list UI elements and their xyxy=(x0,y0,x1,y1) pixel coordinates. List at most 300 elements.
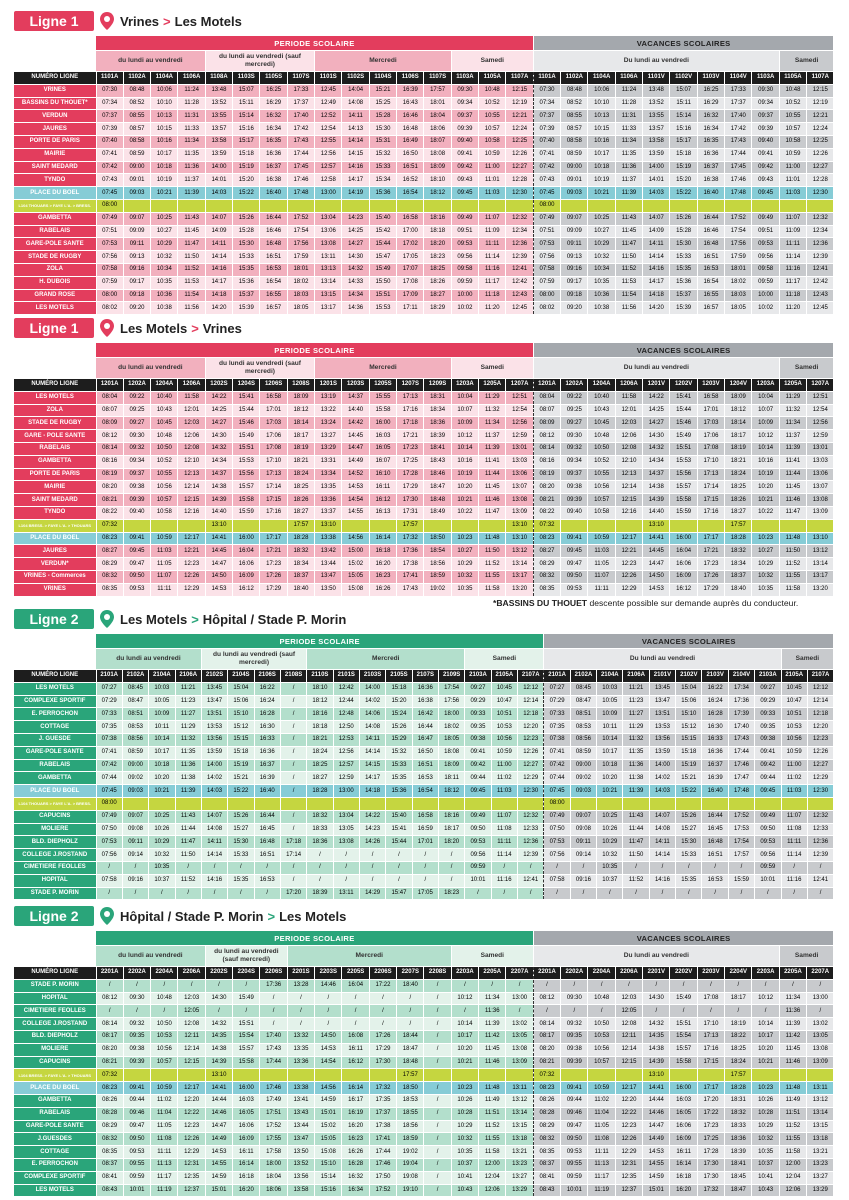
stop-row xyxy=(14,1133,834,1146)
departure-time: 15:51 xyxy=(233,442,260,455)
departure-time: 16:32 xyxy=(342,1171,369,1184)
period-header-row xyxy=(14,634,834,649)
departure-time: 15:01 xyxy=(315,1107,342,1120)
departure-time: / xyxy=(280,874,306,887)
departure-time: 10:56 xyxy=(151,1043,178,1056)
departure-time: 11:39 xyxy=(178,187,205,200)
departure-time: 13:57 xyxy=(643,123,670,136)
departure-time: 10:55 xyxy=(779,110,806,123)
departure-time: 08:59 xyxy=(561,148,588,161)
departure-time: 17:52 xyxy=(725,212,752,225)
departure-time: 13:00 xyxy=(333,785,359,798)
departure-time: 09:56 xyxy=(752,251,779,264)
departure-time: 17:09 xyxy=(397,289,424,302)
departure-time: 10:01 xyxy=(123,1184,150,1197)
departure-time: 15:57 xyxy=(233,481,260,494)
departure-time: 11:01 xyxy=(779,174,806,187)
departure-time: 09:34 xyxy=(561,455,588,468)
departure-time: 10:23 xyxy=(752,1082,779,1095)
departure-time: 12:15 xyxy=(506,84,533,97)
departure-time: 18:09 xyxy=(725,391,752,404)
departure-time: 10:35 xyxy=(597,861,623,874)
departure-time: 11:21 xyxy=(175,682,201,695)
departure-time: 10:18 xyxy=(597,759,623,772)
departure-time: 09:45 xyxy=(123,545,150,558)
departure-time: 16:48 xyxy=(397,123,424,136)
departure-time: 12:59 xyxy=(807,430,834,443)
departure-time: 14:17 xyxy=(359,772,385,785)
departure-time: 17:05 xyxy=(412,887,438,900)
departure-time: 11:42 xyxy=(479,1030,506,1043)
departure-time: 10:17 xyxy=(451,1030,478,1043)
stop-name: PLACE DU BOEL xyxy=(14,785,96,798)
departure-time: 15:35 xyxy=(670,263,697,276)
departure-time: 11:09 xyxy=(479,225,506,238)
trip-code: 1104A xyxy=(151,72,178,85)
departure-time: 12:10 xyxy=(615,455,642,468)
departure-time: 12:58 xyxy=(315,174,342,187)
line-badge: Ligne 2 xyxy=(14,609,94,629)
departure-time: 12:36 xyxy=(807,836,833,849)
departure-time: 08:26 xyxy=(96,1094,123,1107)
departure-time: 09:39 xyxy=(752,123,779,136)
departure-time: 17:57 xyxy=(424,84,451,97)
departure-time: 10:50 xyxy=(588,442,615,455)
departure-time: 17:42 xyxy=(725,123,752,136)
departure-time: 15:33 xyxy=(676,849,702,862)
departure-time: 08:27 xyxy=(533,545,560,558)
departure-time: 11:50 xyxy=(623,849,649,862)
departure-time xyxy=(807,797,833,810)
stop-row xyxy=(14,695,834,708)
departure-time: 10:18 xyxy=(149,759,175,772)
trip-code: 1101V xyxy=(643,72,670,85)
departure-time: 15:32 xyxy=(386,746,412,759)
departure-time: 16:37 xyxy=(254,759,280,772)
departure-time: 08:20 xyxy=(533,1043,560,1056)
departure-time: 12:22 xyxy=(178,1107,205,1120)
departure-time: 16:53 xyxy=(254,874,280,887)
departure-time: 09:27 xyxy=(561,417,588,430)
departure-time: 12:45 xyxy=(315,84,342,97)
departure-time: 11:16 xyxy=(491,874,517,887)
stop-row xyxy=(14,759,834,772)
departure-time: 14:16 xyxy=(643,263,670,276)
departure-time: 18:34 xyxy=(725,558,752,571)
departure-time: 18:34 xyxy=(287,558,314,571)
departure-time: 11:05 xyxy=(588,558,615,571)
departure-time: 16:11 xyxy=(369,481,396,494)
departure-time: 09:34 xyxy=(123,455,150,468)
departure-time: 10:05 xyxy=(149,695,175,708)
departure-time: 15:51 xyxy=(670,442,697,455)
departure-time: 17:25 xyxy=(697,1133,724,1146)
departure-time: 12:44 xyxy=(333,695,359,708)
departure-time: 16:11 xyxy=(670,1146,697,1159)
departure-time: 18:39 xyxy=(725,1146,752,1159)
departure-time: 10:21 xyxy=(597,785,623,798)
departure-time: 15:18 xyxy=(233,148,260,161)
departure-time xyxy=(670,1069,697,1082)
departure-time: 17:36 xyxy=(397,545,424,558)
stop-name: RABELAIS xyxy=(14,1107,96,1120)
departure-time: 11:28 xyxy=(178,97,205,110)
departure-time: 11:02 xyxy=(781,772,807,785)
departure-time: 13:11 xyxy=(506,1082,533,1095)
stop-row xyxy=(14,1171,834,1184)
departure-time: 08:19 xyxy=(533,468,560,481)
departure-time: 17:23 xyxy=(697,1120,724,1133)
departure-time xyxy=(697,1069,724,1082)
departure-time: 08:22 xyxy=(533,506,560,519)
stop-name: SAINT MEDARD xyxy=(14,494,96,507)
departure-time: 15:07 xyxy=(233,84,260,97)
departure-time: 13:03 xyxy=(506,455,533,468)
departure-time: 12:18 xyxy=(807,708,833,721)
departure-time: 08:57 xyxy=(561,123,588,136)
departure-time: 13:51 xyxy=(201,708,227,721)
departure-time: 17:48 xyxy=(725,187,752,200)
departure-time: 11:16 xyxy=(479,263,506,276)
departure-time: 07:56 xyxy=(544,849,570,862)
departure-time: 09:07 xyxy=(122,810,148,823)
departure-time: 14:39 xyxy=(643,1056,670,1069)
departure-time: 10:25 xyxy=(588,212,615,225)
departure-time: 10:45 xyxy=(151,417,178,430)
stop-name: H. DUBOIS xyxy=(14,276,96,289)
trip-code: 2101A xyxy=(96,670,122,683)
departure-time: 12:26 xyxy=(807,746,833,759)
departure-time xyxy=(123,1069,150,1082)
departure-time: 10:36 xyxy=(588,289,615,302)
departure-time: 10:40 xyxy=(588,391,615,404)
departure-time xyxy=(702,797,728,810)
departure-time: 16:50 xyxy=(397,148,424,161)
departure-time: 15:36 xyxy=(670,276,697,289)
departure-time: 08:27 xyxy=(96,545,123,558)
departure-time: 17:44 xyxy=(725,148,752,161)
departure-time: 12:29 xyxy=(615,583,642,596)
departure-time: 17:51 xyxy=(260,1107,287,1120)
departure-time: 07:51 xyxy=(533,225,560,238)
departure-time: 08:32 xyxy=(533,1133,560,1146)
departure-time: 16:53 xyxy=(260,263,287,276)
departure-time: 10:35 xyxy=(752,1146,779,1159)
departure-time: / xyxy=(728,887,754,900)
departure-time: 11:52 xyxy=(178,263,205,276)
departure-time: 10:27 xyxy=(151,225,178,238)
departure-time: 15:08 xyxy=(315,1146,342,1159)
departure-time: 13:38 xyxy=(287,1082,314,1095)
departure-time: 08:09 xyxy=(96,417,123,430)
trip-code: 1107S xyxy=(424,72,451,85)
departure-time: 14:07 xyxy=(649,810,675,823)
departure-time: 12:03 xyxy=(178,417,205,430)
trip-code: 2207A xyxy=(807,967,834,980)
departure-time: 15:26 xyxy=(676,810,702,823)
departure-time: / xyxy=(260,1018,287,1031)
departure-time: / xyxy=(315,1005,342,1018)
departure-time: 15:54 xyxy=(233,1030,260,1043)
departure-time: 07:44 xyxy=(544,772,570,785)
departure-time: 14:11 xyxy=(643,238,670,251)
departure-time: 08:51 xyxy=(122,708,148,721)
departure-time: 15:42 xyxy=(369,225,396,238)
line-number-label: NUMÉRO LIGNE xyxy=(14,379,96,392)
departure-time: 10:32 xyxy=(451,1133,478,1146)
departure-time: 18:39 xyxy=(307,887,333,900)
departure-time: 18:40 xyxy=(725,583,752,596)
departure-time: 16:32 xyxy=(260,110,287,123)
departure-time: 12:27 xyxy=(807,161,834,174)
departure-time: 09:49 xyxy=(451,212,478,225)
day-group-header: Du lundi au vendredi xyxy=(533,946,779,967)
departure-time: 11:51 xyxy=(479,1107,506,1120)
departure-time: 09:44 xyxy=(465,772,491,785)
departure-time: / xyxy=(280,810,306,823)
departure-time: 16:34 xyxy=(260,123,287,136)
departure-time: 15:04 xyxy=(676,682,702,695)
departure-time: / xyxy=(438,874,464,887)
departure-time: / xyxy=(412,874,438,887)
departure-time: 10:00 xyxy=(451,289,478,302)
departure-time: 09:00 xyxy=(570,759,596,772)
stop-name: MAIRIE xyxy=(14,148,96,161)
departure-time: 16:51 xyxy=(412,759,438,772)
departure-time: / xyxy=(451,979,478,992)
departure-time xyxy=(280,797,306,810)
departure-time: 15:53 xyxy=(233,455,260,468)
stop-name: PLACE DU BOEL xyxy=(14,532,96,545)
departure-time xyxy=(697,199,724,212)
departure-time: 14:29 xyxy=(359,887,385,900)
departure-time: / xyxy=(359,874,385,887)
line-number-row xyxy=(14,670,834,683)
departure-time: 18:31 xyxy=(725,1094,752,1107)
departure-time: 14:04 xyxy=(342,84,369,97)
stop-row xyxy=(14,797,834,810)
location-pin-icon xyxy=(100,610,116,628)
departure-time: 13:27 xyxy=(807,1171,834,1184)
departure-time xyxy=(260,199,287,212)
departure-time: 18:34 xyxy=(424,404,451,417)
departure-time: 18:06 xyxy=(424,123,451,136)
departure-time: 16:22 xyxy=(254,682,280,695)
departure-time: 11:13 xyxy=(151,1158,178,1171)
departure-time: 14:46 xyxy=(205,1107,232,1120)
departure-time: 17:18 xyxy=(280,836,306,849)
departure-time: 12:54 xyxy=(506,404,533,417)
departure-time: 12:14 xyxy=(518,695,544,708)
departure-time: 10:17 xyxy=(149,746,175,759)
departure-time: 18:48 xyxy=(397,1056,424,1069)
departure-time: 18:10 xyxy=(424,174,451,187)
departure-time: 17:13 xyxy=(260,468,287,481)
departure-time: 16:05 xyxy=(369,442,396,455)
trip-code: 2103S xyxy=(359,670,385,683)
departure-time: 13:22 xyxy=(315,404,342,417)
departure-time: 16:36 xyxy=(702,746,728,759)
departure-time: 07:32 xyxy=(96,519,123,532)
departure-time: 08:29 xyxy=(96,558,123,571)
departure-time: 11:14 xyxy=(779,251,806,264)
departure-time: 10:32 xyxy=(588,251,615,264)
departure-time: 12:36 xyxy=(506,238,533,251)
departure-time: 14:37 xyxy=(205,468,232,481)
departure-time: 17:06 xyxy=(697,430,724,443)
stop-name: BASSINS DU THOUET* xyxy=(14,97,96,110)
departure-time: 09:56 xyxy=(755,849,781,862)
departure-time: 15:10 xyxy=(315,1158,342,1171)
departure-time: 13:17 xyxy=(315,302,342,315)
stop-row xyxy=(14,979,834,992)
departure-time: 09:09 xyxy=(561,225,588,238)
departure-time: 08:21 xyxy=(533,494,560,507)
stop-row xyxy=(14,1069,834,1082)
departure-time: 13:20 xyxy=(506,583,533,596)
departure-time: 13:48 xyxy=(643,84,670,97)
departure-time: 18:25 xyxy=(287,481,314,494)
departure-time: 16:06 xyxy=(670,1120,697,1133)
departure-time: 13:58 xyxy=(643,135,670,148)
departure-time: 13:59 xyxy=(205,148,232,161)
departure-time: 08:58 xyxy=(123,135,150,148)
trip-code: 2205S xyxy=(342,967,369,980)
departure-time: 15:16 xyxy=(315,1184,342,1197)
departure-time: 18:00 xyxy=(438,708,464,721)
departure-time: 18:21 xyxy=(287,455,314,468)
stop-name: BLD. DIEPHOLZ xyxy=(14,836,96,849)
stop-name: GARE - POLE SANTE xyxy=(14,430,96,443)
departure-time: / xyxy=(424,1005,451,1018)
departure-time: 09:46 xyxy=(123,1107,150,1120)
departure-time xyxy=(151,199,178,212)
trip-code: 1105A xyxy=(479,72,506,85)
departure-time: 10:26 xyxy=(149,823,175,836)
departure-time: 11:48 xyxy=(779,532,806,545)
departure-time: / xyxy=(397,1005,424,1018)
departure-time: 08:45 xyxy=(570,682,596,695)
departure-time: 10:43 xyxy=(451,1184,478,1197)
departure-time: 12:30 xyxy=(807,187,834,200)
departure-time: 13:13 xyxy=(315,263,342,276)
departure-time: 17:32 xyxy=(369,1082,396,1095)
stop-row xyxy=(14,276,834,289)
departure-time: / xyxy=(697,1005,724,1018)
departure-time: 08:35 xyxy=(96,1146,123,1159)
departure-time: 10:57 xyxy=(779,123,806,136)
departure-time: 12:39 xyxy=(807,849,833,862)
departure-time: 11:43 xyxy=(623,810,649,823)
departure-time: 12:20 xyxy=(518,721,544,734)
departure-time: 09:53 xyxy=(752,238,779,251)
departure-time: 12:25 xyxy=(807,135,834,148)
departure-time: 08:53 xyxy=(122,721,148,734)
departure-time: 10:06 xyxy=(151,84,178,97)
departure-time: 11:11 xyxy=(151,1146,178,1159)
departure-time: / xyxy=(465,887,491,900)
departure-time: 11:36 xyxy=(178,161,205,174)
departure-time: 10:52 xyxy=(779,97,806,110)
departure-time: 12:48 xyxy=(333,708,359,721)
departure-time: 11:47 xyxy=(479,506,506,519)
day-group-header: du lundi au vendredi (sauf mercredi) xyxy=(205,358,314,379)
departure-time: 15:22 xyxy=(670,187,697,200)
departure-time: 09:58 xyxy=(752,263,779,276)
departure-time: 12:37 xyxy=(178,1184,205,1197)
departure-time: / xyxy=(506,979,533,992)
stop-row xyxy=(14,123,834,136)
departure-time: 17:17 xyxy=(697,1082,724,1095)
departure-time: 18:29 xyxy=(424,302,451,315)
departure-time: 07:37 xyxy=(533,110,560,123)
departure-time: 11:58 xyxy=(779,583,806,596)
departure-time: 17:57 xyxy=(725,519,752,532)
departure-time: 14:17 xyxy=(643,276,670,289)
departure-time: 14:36 xyxy=(342,302,369,315)
departure-time: 09:53 xyxy=(465,836,491,849)
departure-time: 10:56 xyxy=(588,1043,615,1056)
departure-time: 15:53 xyxy=(369,302,396,315)
departure-time: 17:56 xyxy=(725,238,752,251)
departure-time: 13:12 xyxy=(807,1094,834,1107)
departure-time: 17:38 xyxy=(369,1120,396,1133)
departure-time: 08:17 xyxy=(96,1030,123,1043)
route-title xyxy=(120,321,242,336)
departure-time: 18:33 xyxy=(307,823,333,836)
departure-time: / xyxy=(491,887,517,900)
departure-time: 16:22 xyxy=(702,682,728,695)
stop-name: RABELAIS xyxy=(14,442,96,455)
departure-time: 13:35 xyxy=(287,1043,314,1056)
departure-time: 15:28 xyxy=(670,225,697,238)
departure-time: / xyxy=(397,1018,424,1031)
departure-time: 09:30 xyxy=(752,84,779,97)
departure-time: 08:41 xyxy=(96,1171,123,1184)
departure-time: 11:29 xyxy=(779,391,806,404)
departure-time: 13:11 xyxy=(333,887,359,900)
departure-time: / xyxy=(397,992,424,1005)
departure-time: 10:36 xyxy=(151,289,178,302)
departure-time: 09:16 xyxy=(561,263,588,276)
stop-name: GRAND ROSE xyxy=(14,289,96,302)
departure-time: 14:55 xyxy=(643,1158,670,1171)
day-group-header: Mercredi xyxy=(315,51,452,72)
departure-time: 17:42 xyxy=(287,123,314,136)
departure-time: 10:25 xyxy=(149,810,175,823)
departure-time: 17:57 xyxy=(287,519,314,532)
departure-time: 16:06 xyxy=(670,558,697,571)
departure-time: 09:38 xyxy=(123,1043,150,1056)
departure-time: 18:48 xyxy=(424,494,451,507)
departure-time: 18:41 xyxy=(424,442,451,455)
departure-time xyxy=(807,519,834,532)
departure-time: 10:26 xyxy=(597,823,623,836)
departure-time: 17:52 xyxy=(260,1120,287,1133)
departure-time: / xyxy=(676,861,702,874)
stop-row xyxy=(14,558,834,571)
departure-time: 14:50 xyxy=(205,570,232,583)
departure-time xyxy=(260,519,287,532)
departure-time: 13:14 xyxy=(315,276,342,289)
departure-time xyxy=(479,519,506,532)
departure-time: 10:26 xyxy=(451,1094,478,1107)
departure-time: 11:34 xyxy=(779,417,806,430)
departure-time: 08:41 xyxy=(533,1171,560,1184)
stop-row xyxy=(14,874,834,887)
departure-time: 11:39 xyxy=(175,785,201,798)
departure-time: 10:57 xyxy=(588,1056,615,1069)
